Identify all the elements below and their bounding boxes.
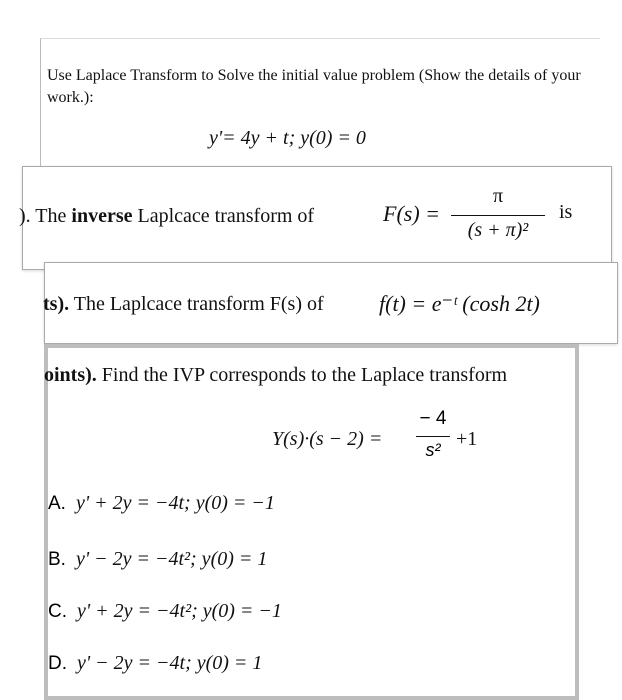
fraction-bar [416,436,450,437]
question-text [43,293,324,316]
question-text [44,364,507,387]
option-text: y' − 2y = −4t²; y(0) = 1 [75,548,268,570]
question-text [19,205,314,228]
option-c[interactable] [48,600,282,623]
question-card-inverse-laplace [19,166,612,270]
ivp-equation: y'= 4y + t; y(0) = 0 [209,127,366,149]
question-prefix: oints). [44,364,97,386]
option-letter: C. [48,601,67,622]
fraction-denominator: (s + π)² [467,219,529,241]
question-prefix: ). The [19,205,72,227]
option-text: y' + 2y = −4t²; y(0) = −1 [77,600,282,622]
bold-keyword: inverse [71,205,133,227]
question-body: Find the IVP corresponds to the Laplace transform [101,364,508,386]
option-a[interactable] [48,492,275,515]
option-text: y' − 2y = −4t; y(0) = 1 [77,652,263,674]
function-lhs: F(s) = [383,201,440,226]
question-body: Laplcace transform of [137,205,315,227]
fraction-bar [451,215,545,216]
option-letter: A. [48,493,66,514]
question-suffix: is [559,201,573,223]
option-text: y' + 2y = −4t; y(0) = −1 [75,492,275,514]
question-card-ivp-from-transform [44,344,579,700]
fraction-numerator: π [492,185,504,207]
option-letter: D. [48,653,67,674]
question-prefix: ts). [43,293,70,315]
option-letter: B. [48,549,66,570]
question-prompt: Use Laplace Transform to Solve the initial value problem (Show the details of your work.): [47,67,581,106]
question-card-laplace-transform [44,262,618,344]
option-b[interactable] [48,548,267,571]
equation-lhs: Y(s)·(s − 2) = [272,428,383,450]
fraction-numerator: − 4 [419,408,447,429]
question-body: The Laplcace transform F(s) of [73,293,324,315]
fraction-denominator: s² [425,440,441,460]
equation-rhs: +1 [456,428,478,450]
question-card-ivp [40,38,600,166]
function-expression: f(t) = e⁻ᵗ (cosh 2t) [379,291,540,316]
option-d[interactable] [48,652,262,675]
